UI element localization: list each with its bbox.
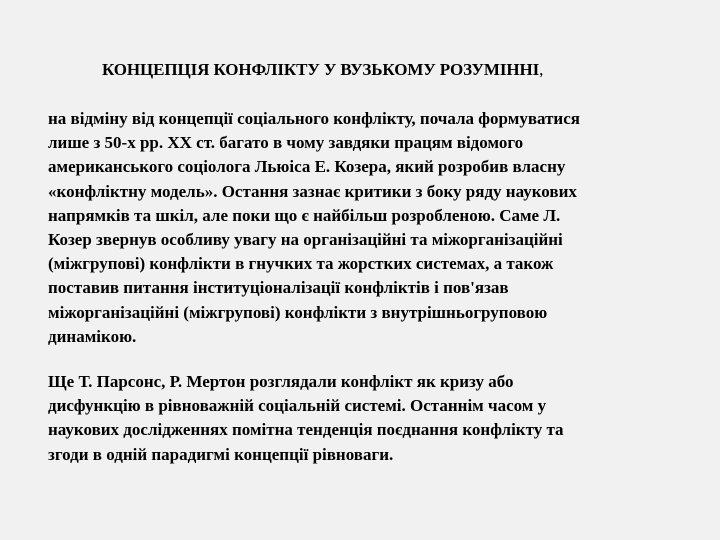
paragraph-1-line: американського соціолога Льюіса Е. Козера, який розробив власну (48, 157, 566, 177)
slide-title (102, 60, 662, 80)
paragraph-1-line: напрямків та шкіл, але поки що є найбільш розробленою. Саме Л. (48, 205, 561, 225)
paragraph-2-line: Ще Т. Парсонс, Р. Мертон розглядали конфлікт як кризу або (48, 372, 514, 391)
paragraph-1-line: міжорганізаційні (міжгрупові) конфлікти з внутрішньогруповою (48, 302, 548, 322)
paragraph-1-line: динамікою. (48, 326, 137, 346)
paragraph-1-line: (міжгрупові) конфлікти в гнучких та жорстких системах, а також (48, 254, 554, 274)
paragraph-1-line: на відміну від концепції соціального конфлікту, почала формуватися (48, 109, 580, 128)
paragraph-2-line: наукових дослідженнях помітна тенденція поєднання конфлікту та (48, 420, 564, 440)
paragraph-1-line: лише з 50-х рр. XX ст. багато в чому завдяки працям відомого (48, 133, 524, 153)
paragraph-2-line: дисфункцію в рівноважній соціальній системі. Останнім часом у (48, 396, 547, 416)
paragraph-1-line: «конфліктну модель». Остання зазнає критики з боку ряду наукових (48, 181, 577, 201)
paragraph-1-line: поставив питання інституціоналізації конфліктів і пов'язав (48, 278, 509, 298)
paragraph-2-line: згоди в одній парадигмі концепції рівноваги. (48, 444, 394, 464)
paragraph-2 (48, 370, 688, 467)
paragraph-1-line: Козер звернув особливу увагу на організаційні та міжорганізаційні (48, 230, 563, 250)
slide-title-punctuation: , (539, 60, 544, 79)
slide-title-text: КОНЦЕПЦІЯ КОНФЛІКТУ У ВУЗЬКОМУ РОЗУМІННІ (102, 60, 540, 79)
paragraph-1 (48, 107, 688, 349)
